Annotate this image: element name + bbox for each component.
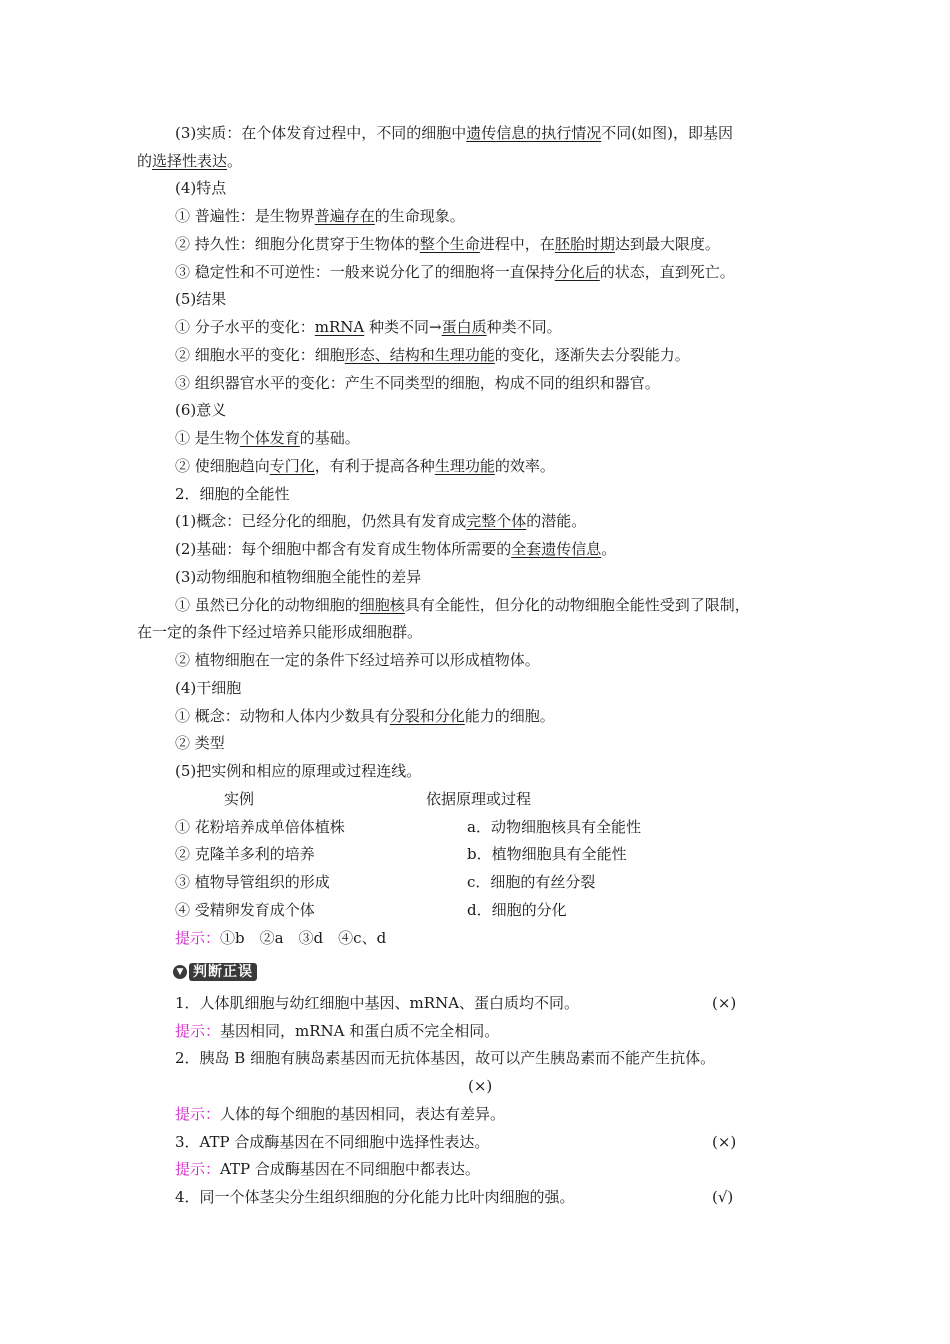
item-basis (175, 428, 360, 448)
underlined-term: 蛋白质 (441, 318, 487, 336)
matching-hint (175, 928, 386, 948)
matching-left-header: 实例 (224, 790, 255, 808)
hint-text: 人体的每个细胞的基因相同，表达有差异。 (220, 1105, 506, 1123)
judge-question-2: 2．胰岛 B 细胞有胰岛素基因而无抗体基因，故可以产生胰岛素而不能产生抗体。 (175, 1049, 716, 1067)
text: 的 (137, 152, 153, 170)
hint-label: 提示： (175, 1105, 221, 1123)
triangle-down-icon: ▼ (173, 965, 187, 979)
matching-right-header: 依据原理或过程 (426, 790, 532, 808)
text: 进程中，在 (479, 235, 555, 253)
text: ① 概念：动物和人体内少数具有 (175, 707, 390, 725)
underlined-term: 分化后 (554, 263, 600, 281)
underlined-term: 全套遗传信息 (511, 540, 602, 558)
underlined-term: 普遍存在 (314, 207, 375, 225)
underlined-term: 整个生命 (419, 235, 480, 253)
item-molecular (175, 317, 562, 337)
heading-stem-cell: (4)干细胞 (175, 679, 242, 697)
judge-section-badge (173, 962, 263, 982)
hint-label: 提示： (175, 929, 221, 947)
judge-answer-3: (×) (712, 1133, 737, 1151)
matching-right-item: a．动物细胞核具有全能性 (467, 818, 641, 836)
matching-left-item: ① 花粉培养成单倍体植株 (175, 818, 345, 836)
text: 能力的细胞。 (464, 707, 555, 725)
underlined-term: 完整个体 (466, 512, 527, 530)
heading-significance: (6)意义 (175, 401, 227, 419)
text: ① 分子水平的变化： (175, 318, 315, 336)
item-difference-heading: (3)动物细胞和植物细胞全能性的差异 (175, 568, 422, 586)
text: ① 普遍性：是生物界 (175, 207, 315, 225)
heading-characteristics: (4)特点 (175, 179, 227, 197)
heading-results: (5)结果 (175, 290, 227, 308)
underlined-term: 生理功能 (434, 457, 495, 475)
badge-label: 判断正误 (189, 963, 257, 981)
text: (2)基础：每个细胞中都含有发育成生物体所需要的 (175, 540, 512, 558)
judge-hint-1 (175, 1021, 499, 1041)
underlined-term: 胚胎时期 (554, 235, 615, 253)
paragraph-essence-cont (137, 151, 242, 171)
item-matching-instruction: (5)把实例和相应的原理或过程连线。 (175, 762, 422, 780)
item-stability (175, 262, 735, 282)
matching-right-item: b．植物细胞具有全能性 (467, 845, 627, 863)
text: (3)实质：在个体发育过程中，不同的细胞中 (175, 124, 467, 142)
text: 的效率。 (494, 457, 555, 475)
judge-answer-4: (√) (712, 1188, 734, 1206)
text: 达到最大限度。 (614, 235, 720, 253)
text: ② 使细胞趋向 (175, 457, 270, 475)
text: 种类不同→ (364, 318, 442, 336)
item-universality (175, 206, 465, 226)
text: 的生命现象。 (374, 207, 465, 225)
judge-question-1: 1．人体肌细胞与幼红细胞中基因、mRNA、蛋白质均不同。 (175, 994, 580, 1012)
hint-text: ①b ②a ③d ④c、d (220, 929, 387, 947)
judge-question-3: 3．ATP 合成酶基因在不同细胞中选择性表达。 (175, 1133, 490, 1151)
item-animal-cell-cont: 在一定的条件下经过培养只能形成细胞群。 (137, 623, 423, 641)
text: ② 持久性：细胞分化贯穿于生物体的 (175, 235, 420, 253)
matching-right-item: d．细胞的分化 (467, 901, 567, 919)
paragraph-essence (175, 123, 733, 143)
item-animal-cell (175, 595, 750, 615)
hint-label: 提示： (175, 1160, 221, 1178)
item-stem-types: ② 类型 (175, 734, 225, 752)
item-stem-concept (175, 706, 555, 726)
text: 种类不同。 (486, 318, 562, 336)
text: ③ 稳定性和不可逆性：一般来说分化了的细胞将一直保持 (175, 263, 555, 281)
text: 的基础。 (299, 429, 360, 447)
matching-left-item: ③ 植物导管组织的形成 (175, 873, 330, 891)
item-foundation (175, 539, 616, 559)
text: 。 (601, 540, 617, 558)
underlined-term: 专门化 (269, 457, 315, 475)
underlined-term: mRNA (314, 318, 365, 336)
underlined-term: 细胞核 (359, 596, 405, 614)
text: 不同(如图)，即基因 (601, 124, 733, 142)
item-specialization (175, 456, 555, 476)
text: 的潜能。 (526, 512, 587, 530)
judge-answer-2: (×) (468, 1077, 493, 1095)
hint-label: 提示： (175, 1022, 221, 1040)
hint-text: 基因相同，mRNA 和蛋白质不完全相同。 (220, 1022, 500, 1040)
text: ① 是生物 (175, 429, 240, 447)
underlined-term: 遗传信息的执行情况 (466, 124, 602, 142)
matching-left-item: ② 克隆羊多利的培养 (175, 845, 315, 863)
matching-left-item: ④ 受精卵发育成个体 (175, 901, 315, 919)
text: (1)概念：已经分化的细胞，仍然具有发育成 (175, 512, 467, 530)
text: 具有全能性，但分化的动物细胞全能性受到了限制， (404, 596, 750, 614)
underlined-term: 分裂和分化 (389, 707, 465, 725)
text: ① 虽然已分化的动物细胞的 (175, 596, 360, 614)
hint-text: ATP 合成酶基因在不同细胞中都表达。 (220, 1160, 480, 1178)
text: ，有利于提高各种 (314, 457, 435, 475)
text: 的变化，逐渐失去分裂能力。 (494, 346, 690, 364)
underlined-term: 选择性表达 (152, 152, 228, 170)
item-concept (175, 511, 586, 531)
text: 的状态，直到死亡。 (599, 263, 735, 281)
item-persistence (175, 234, 720, 254)
matching-right-item: c．细胞的有丝分裂 (467, 873, 596, 891)
text: 。 (227, 152, 243, 170)
text: ② 细胞水平的变化：细胞 (175, 346, 345, 364)
item-plant-cell: ② 植物细胞在一定的条件下经过培养可以形成植物体。 (175, 651, 540, 669)
underlined-term: 个体发育 (239, 429, 300, 447)
section-totipotency-title: 2．细胞的全能性 (175, 485, 290, 503)
judge-answer-1: (×) (712, 994, 737, 1012)
judge-hint-2 (175, 1104, 505, 1124)
item-tissue: ③ 组织器官水平的变化：产生不同类型的细胞，构成不同的组织和器官。 (175, 374, 660, 392)
underlined-term: 形态、结构和生理功能 (344, 346, 495, 364)
judge-hint-3 (175, 1159, 480, 1179)
item-cellular (175, 345, 690, 365)
judge-question-4: 4．同一个体茎尖分生组织细胞的分化能力比叶肉细胞的强。 (175, 1188, 575, 1206)
